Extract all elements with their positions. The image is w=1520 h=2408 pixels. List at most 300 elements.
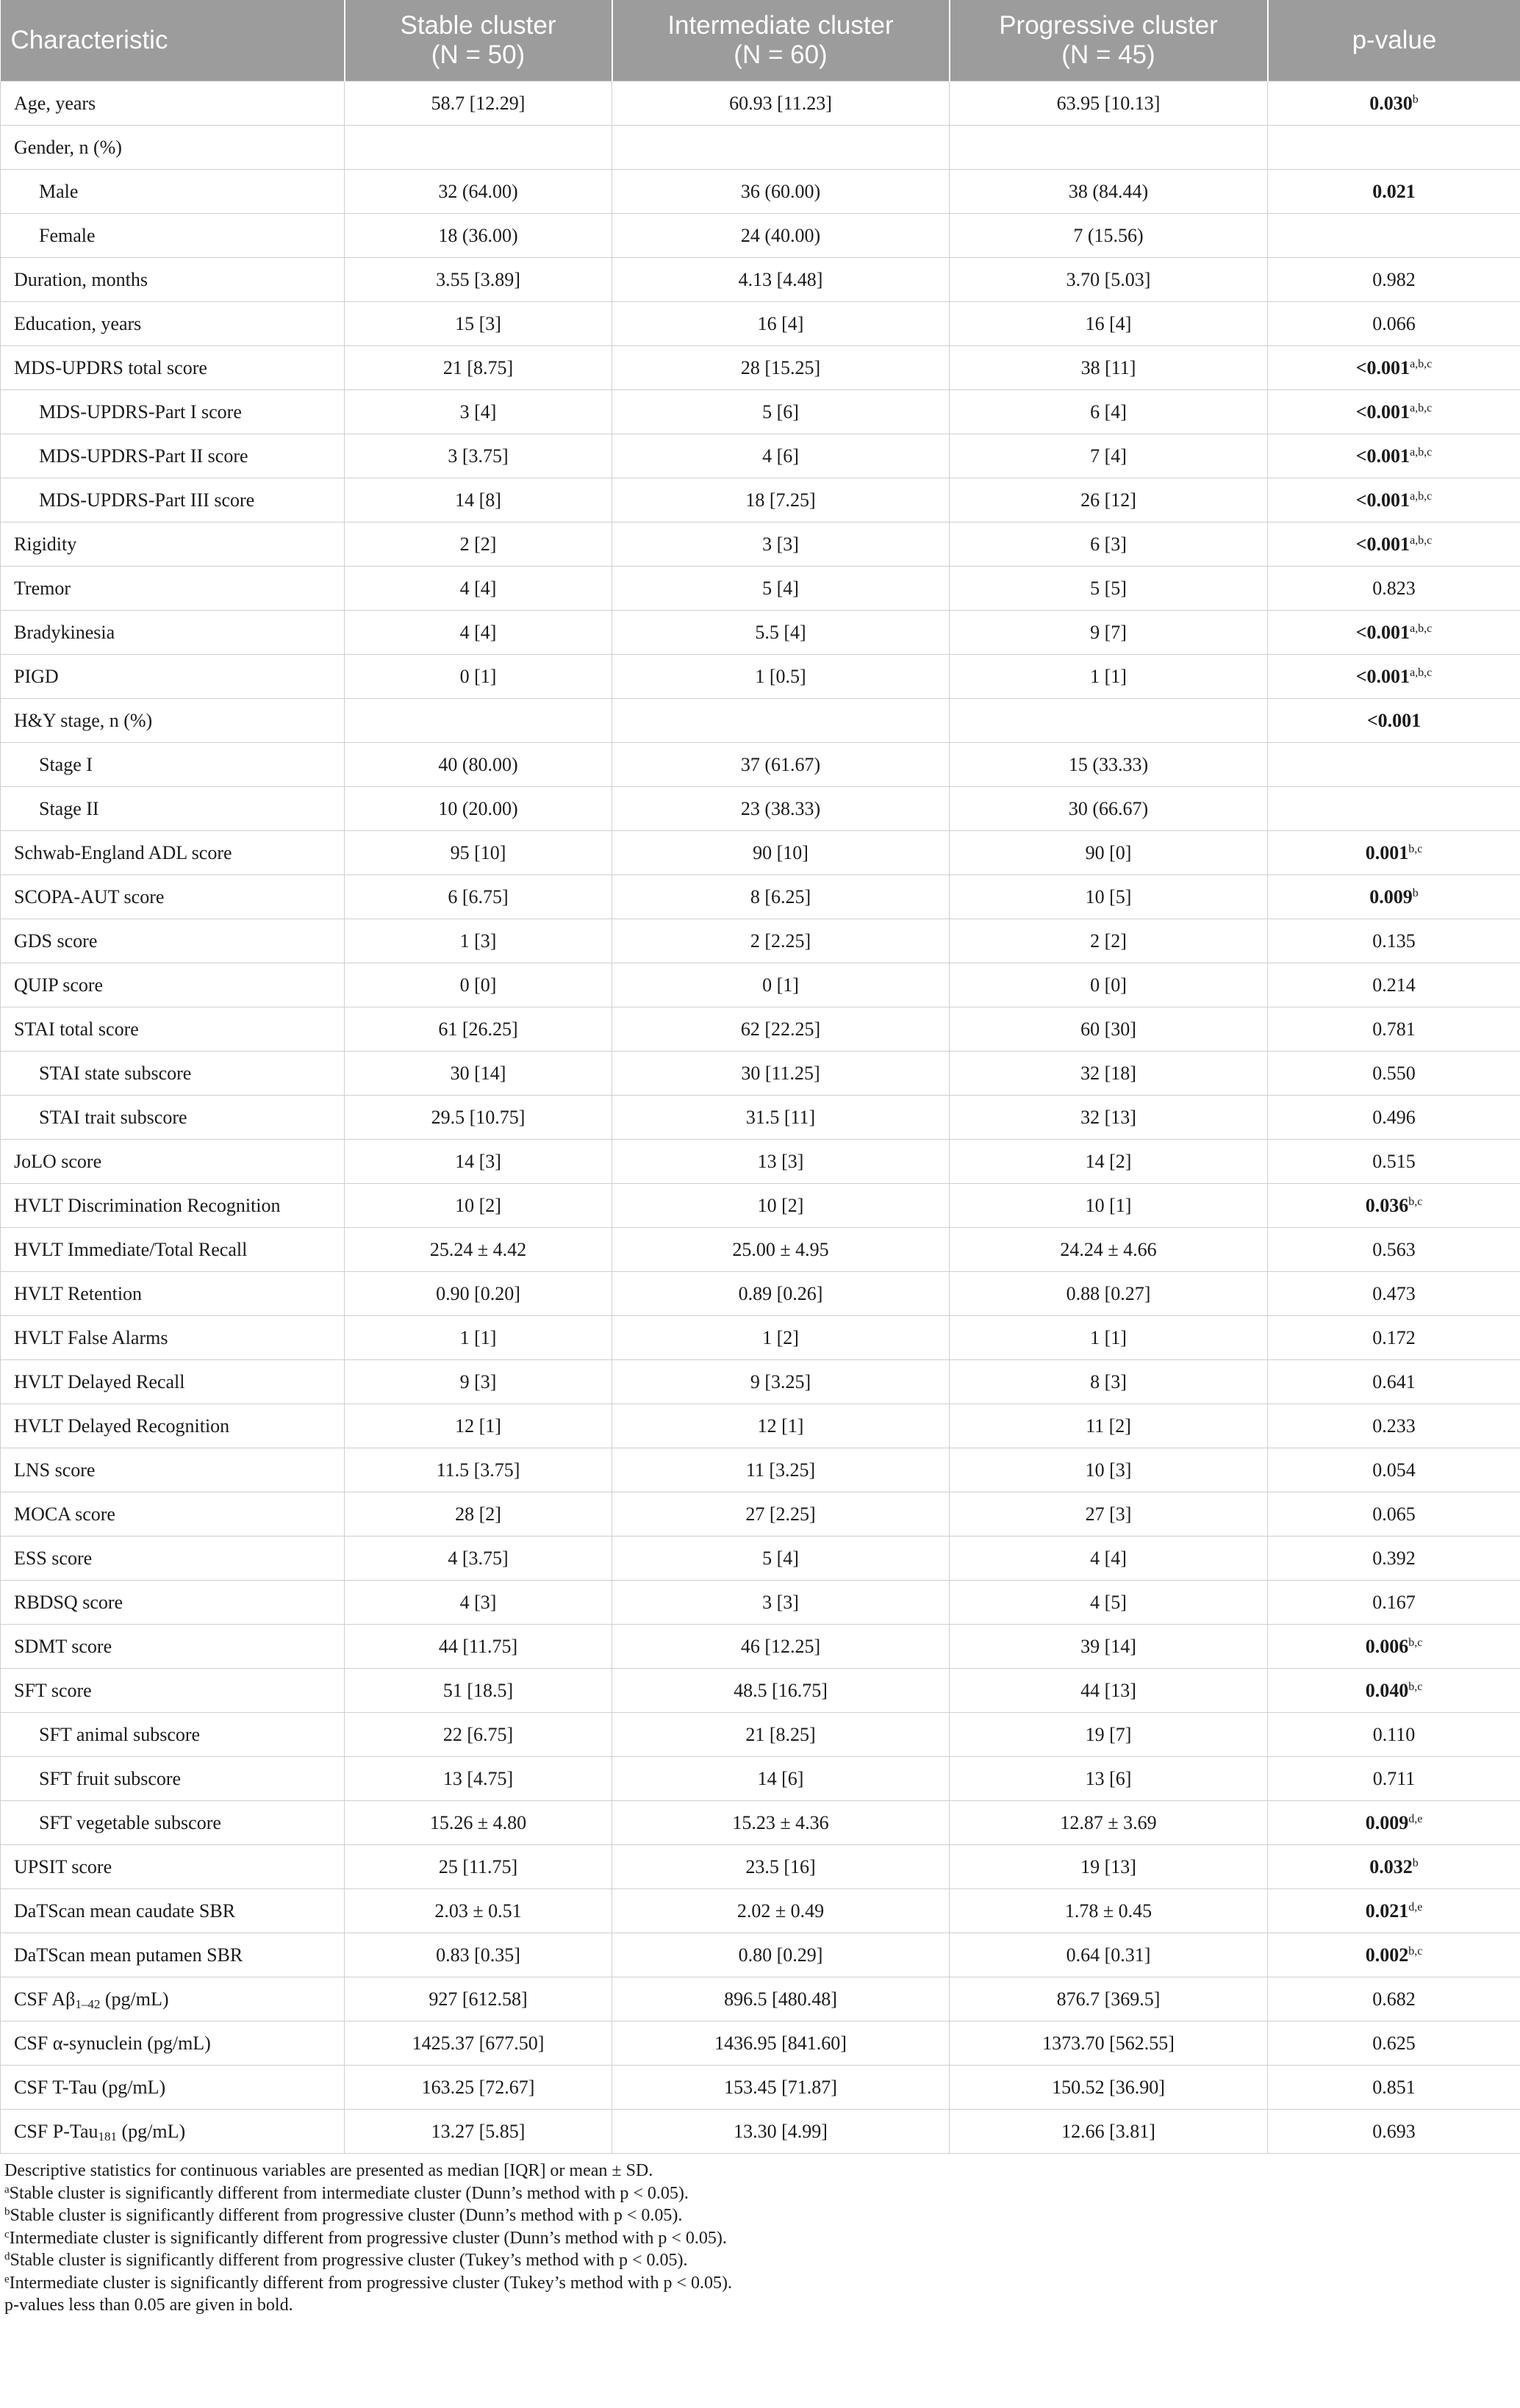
cell-intermediate: 10 [2] <box>612 1184 950 1228</box>
row-label <box>1 2110 345 2154</box>
p-value-footnote-marker: b <box>1412 93 1419 106</box>
cell-p-value <box>1268 214 1520 258</box>
cell-p-value <box>1268 919 1520 963</box>
p-value-text: 0.550 <box>1372 1062 1416 1084</box>
cell-stable: 51 [18.5] <box>345 1669 612 1713</box>
row-label <box>1 1316 345 1360</box>
cell-stable: 12 [1] <box>345 1404 612 1448</box>
cell-stable: 13 [4.75] <box>345 1757 612 1801</box>
p-value-footnote-marker: b <box>1412 886 1419 899</box>
cell-p-value <box>1268 478 1520 522</box>
table-row <box>1 963 1520 1007</box>
cell-progressive: 7 (15.56) <box>950 214 1268 258</box>
cell-p-value <box>1268 302 1520 346</box>
cell-progressive: 39 [14] <box>950 1625 1268 1669</box>
table-row <box>1 478 1520 522</box>
cell-intermediate: 48.5 [16.75] <box>612 1669 950 1713</box>
cell-progressive: 19 [7] <box>950 1713 1268 1757</box>
row-label-unit: (pg/mL) <box>117 2120 186 2142</box>
row-label <box>1 1360 345 1404</box>
cell-stable: 44 [11.75] <box>345 1625 612 1669</box>
header-stable-cluster <box>345 0 612 82</box>
cell-intermediate: 5 [4] <box>612 1537 950 1581</box>
table-row <box>1 567 1520 611</box>
row-label-text: Stage I <box>39 753 93 775</box>
row-label <box>1 258 345 302</box>
cell-intermediate: 18 [7.25] <box>612 478 950 522</box>
cell-progressive: 8 [3] <box>950 1360 1268 1404</box>
cell-progressive: 38 [11] <box>950 346 1268 390</box>
cell-stable: 10 (20.00) <box>345 787 612 831</box>
cell-p-value <box>1268 434 1520 478</box>
p-value-footnote-marker: b,c <box>1408 1680 1423 1693</box>
cell-p-value <box>1268 2110 1520 2154</box>
table-row <box>1 390 1520 434</box>
row-label <box>1 2021 345 2066</box>
header-p-value: p-value <box>1268 0 1520 82</box>
p-value-text: 0.001 <box>1365 841 1409 863</box>
cell-p-value <box>1268 831 1520 875</box>
cell-intermediate: 0.80 [0.29] <box>612 1933 950 1977</box>
cell-progressive: 876.7 [369.5] <box>950 1977 1268 2021</box>
footnote-marker: c <box>4 2228 10 2240</box>
cell-intermediate: 90 [10] <box>612 831 950 875</box>
row-label <box>1 787 345 831</box>
table-row <box>1 346 1520 390</box>
row-label <box>1 1404 345 1448</box>
stable-label: Stable cluster <box>400 11 556 40</box>
cell-stable: 29.5 [10.75] <box>345 1096 612 1140</box>
table-row <box>1 1272 1520 1316</box>
cell-intermediate: 9 [3.25] <box>612 1360 950 1404</box>
cell-progressive: 3.70 [5.03] <box>950 258 1268 302</box>
cell-p-value <box>1268 655 1520 699</box>
cell-stable: 21 [8.75] <box>345 346 612 390</box>
p-value-footnote-marker: a,b,c <box>1410 401 1433 414</box>
row-label <box>1 126 345 170</box>
cell-stable: 18 (36.00) <box>345 214 612 258</box>
row-label-text: Rigidity <box>14 533 77 555</box>
table-row <box>1 1052 1520 1096</box>
cell-p-value <box>1268 699 1520 743</box>
row-label-text: DaTScan mean caudate SBR <box>14 1900 236 1922</box>
cell-progressive: 19 [13] <box>950 1845 1268 1889</box>
cell-stable: 0.83 [0.35] <box>345 1933 612 1977</box>
cell-intermediate: 1 [0.5] <box>612 655 950 699</box>
cell-progressive: 1373.70 [562.55] <box>950 2021 1268 2066</box>
cell-progressive: 63.95 [10.13] <box>950 82 1268 126</box>
cell-p-value <box>1268 126 1520 170</box>
cell-intermediate: 25.00 ± 4.95 <box>612 1228 950 1272</box>
cell-stable: 10 [2] <box>345 1184 612 1228</box>
row-label-text: HVLT Retention <box>14 1282 143 1304</box>
table-row <box>1 82 1520 126</box>
table-row <box>1 1713 1520 1757</box>
table-row <box>1 2066 1520 2110</box>
cell-stable: 4 [4] <box>345 611 612 655</box>
row-label <box>1 1713 345 1757</box>
cell-progressive: 150.52 [36.90] <box>950 2066 1268 2110</box>
p-value-text: 0.021 <box>1365 1900 1409 1922</box>
cell-stable: 3 [4] <box>345 390 612 434</box>
cell-p-value <box>1268 567 1520 611</box>
cell-stable: 28 [2] <box>345 1492 612 1537</box>
cell-progressive: 44 [13] <box>950 1669 1268 1713</box>
cell-stable: 2 [2] <box>345 522 612 567</box>
table-row <box>1 655 1520 699</box>
row-label-text: HVLT False Alarms <box>14 1326 168 1348</box>
cell-p-value <box>1268 1669 1520 1713</box>
footnote-text: Stable cluster is significantly different from progressive cluster (Tukey’s method with p < 0.05). <box>10 2251 688 2270</box>
cell-progressive: 6 [4] <box>950 390 1268 434</box>
table-row <box>1 743 1520 787</box>
cell-p-value <box>1268 963 1520 1007</box>
cell-progressive: 10 [1] <box>950 1184 1268 1228</box>
row-label-text: PIGD <box>14 665 59 687</box>
table-row <box>1 214 1520 258</box>
p-value-footnote-marker: a,b,c <box>1410 357 1433 370</box>
table-row <box>1 1933 1520 1977</box>
footnote-marker: d <box>4 2251 10 2263</box>
cell-intermediate <box>612 126 950 170</box>
row-label-text: H&Y stage, n (%) <box>14 709 153 731</box>
row-label-text: HVLT Delayed Recognition <box>14 1415 230 1437</box>
cell-p-value <box>1268 1228 1520 1272</box>
cell-intermediate: 896.5 [480.48] <box>612 1977 950 2021</box>
footnote-text: Stable cluster is significantly different from intermediate cluster (Dunn’s method with p < 0.05). <box>9 2183 689 2203</box>
row-label-subscript: 1–42 <box>75 1997 101 2011</box>
cell-stable: 9 [3] <box>345 1360 612 1404</box>
cell-progressive: 60 [30] <box>950 1007 1268 1052</box>
row-label <box>1 1801 345 1845</box>
row-label-text: SFT score <box>14 1679 92 1701</box>
cell-progressive: 6 [3] <box>950 522 1268 567</box>
cell-stable <box>345 126 612 170</box>
cell-intermediate: 23.5 [16] <box>612 1845 950 1889</box>
cell-progressive: 0.64 [0.31] <box>950 1933 1268 1977</box>
table-header <box>1 0 1520 82</box>
cell-intermediate: 8 [6.25] <box>612 875 950 919</box>
p-value-text: 0.009 <box>1369 885 1413 908</box>
table-row <box>1 258 1520 302</box>
cell-intermediate: 12 [1] <box>612 1404 950 1448</box>
row-label <box>1 1272 345 1316</box>
row-label-text: JoLO score <box>14 1150 102 1172</box>
footnote <box>4 2182 1516 2205</box>
row-label-text: ESS score <box>14 1547 93 1569</box>
row-label-text: UPSIT score <box>14 1855 112 1877</box>
row-label-text: RBDSQ score <box>14 1591 123 1613</box>
row-label-text: STAI state subscore <box>39 1062 192 1084</box>
table-row <box>1 831 1520 875</box>
cell-stable: 15.26 ± 4.80 <box>345 1801 612 1845</box>
row-label-subscript: 181 <box>98 2129 117 2143</box>
row-label <box>1 522 345 567</box>
cell-p-value <box>1268 743 1520 787</box>
row-label <box>1 831 345 875</box>
cell-progressive: 4 [5] <box>950 1581 1268 1625</box>
cell-progressive: 2 [2] <box>950 919 1268 963</box>
row-label <box>1 1052 345 1096</box>
p-value-footnote-marker: a,b,c <box>1410 445 1433 459</box>
p-value-text: 0.021 <box>1372 180 1416 202</box>
cell-p-value <box>1268 1404 1520 1448</box>
cell-stable: 30 [14] <box>345 1052 612 1096</box>
cell-intermediate: 1436.95 [841.60] <box>612 2021 950 2066</box>
row-label-text: DaTScan mean putamen SBR <box>14 1944 243 1966</box>
intermediate-label: Intermediate cluster <box>667 11 894 40</box>
cell-p-value <box>1268 1492 1520 1537</box>
cell-stable: 3.55 [3.89] <box>345 258 612 302</box>
p-value-text: <0.001 <box>1355 533 1410 555</box>
p-value-text: 0.036 <box>1365 1194 1409 1216</box>
table-row <box>1 2110 1520 2154</box>
table-footnotes <box>0 2154 1520 2317</box>
table-body <box>1 82 1520 2154</box>
row-label <box>1 655 345 699</box>
cell-stable: 163.25 [72.67] <box>345 2066 612 2110</box>
cell-p-value <box>1268 1140 1520 1184</box>
row-label <box>1 2066 345 2110</box>
cell-intermediate: 23 (38.33) <box>612 787 950 831</box>
table-row <box>1 1845 1520 1889</box>
row-label <box>1 1228 345 1272</box>
table-row <box>1 699 1520 743</box>
cell-intermediate: 13 [3] <box>612 1140 950 1184</box>
table-row <box>1 434 1520 478</box>
row-label <box>1 611 345 655</box>
cell-intermediate: 30 [11.25] <box>612 1052 950 1096</box>
p-value-text: 0.006 <box>1365 1635 1409 1657</box>
cell-p-value <box>1268 1316 1520 1360</box>
row-label-text: MDS-UPDRS total score <box>14 356 207 378</box>
cell-intermediate: 60.93 [11.23] <box>612 82 950 126</box>
cell-p-value <box>1268 611 1520 655</box>
table-row <box>1 1492 1520 1537</box>
row-label-text: HVLT Delayed Recall <box>14 1370 185 1392</box>
footnote <box>4 2249 1516 2272</box>
cell-progressive: 14 [2] <box>950 1140 1268 1184</box>
cell-p-value <box>1268 1801 1520 1845</box>
cell-intermediate <box>612 699 950 743</box>
footnote-text: p-values less than 0.05 are given in bold. <box>4 2296 293 2315</box>
footnote <box>4 2294 1516 2317</box>
p-value-footnote-marker: a,b,c <box>1410 533 1433 547</box>
row-label-text: Female <box>39 224 96 246</box>
cell-progressive: 5 [5] <box>950 567 1268 611</box>
cell-progressive: 1 [1] <box>950 1316 1268 1360</box>
p-value-text: <0.001 <box>1355 356 1410 378</box>
cell-progressive: 11 [2] <box>950 1404 1268 1448</box>
cell-p-value <box>1268 1757 1520 1801</box>
row-label-text: SFT animal subscore <box>39 1723 201 1745</box>
cell-p-value <box>1268 258 1520 302</box>
cell-stable: 1 [3] <box>345 919 612 963</box>
cell-p-value <box>1268 1933 1520 1977</box>
row-label-text: MDS-UPDRS-Part III score <box>39 489 255 511</box>
row-label <box>1 699 345 743</box>
header-intermediate-cluster <box>612 0 950 82</box>
cell-intermediate: 28 [15.25] <box>612 346 950 390</box>
cell-intermediate: 0 [1] <box>612 963 950 1007</box>
p-value-text: 0.781 <box>1372 1018 1416 1040</box>
cell-intermediate: 153.45 [71.87] <box>612 2066 950 2110</box>
row-label-text: Gender, n (%) <box>14 136 122 158</box>
row-label-text: LNS score <box>14 1459 96 1481</box>
p-value-text: 0.682 <box>1372 1988 1416 2010</box>
row-label-text: HVLT Discrimination Recognition <box>14 1194 281 1216</box>
p-value-text: 0.030 <box>1369 92 1413 114</box>
cell-p-value <box>1268 390 1520 434</box>
row-label-text: STAI total score <box>14 1018 139 1040</box>
row-label <box>1 302 345 346</box>
table-row <box>1 522 1520 567</box>
row-label-text: Bradykinesia <box>14 621 115 643</box>
cell-intermediate: 4 [6] <box>612 434 950 478</box>
row-label <box>1 1096 345 1140</box>
row-label-text: SCOPA-AUT score <box>14 885 165 908</box>
cell-stable: 0.90 [0.20] <box>345 1272 612 1316</box>
cell-p-value <box>1268 1096 1520 1140</box>
table-row <box>1 1801 1520 1845</box>
p-value-text: 0.032 <box>1369 1855 1413 1877</box>
cell-stable: 4 [3] <box>345 1581 612 1625</box>
cell-progressive <box>950 699 1268 743</box>
p-value-text: 0.002 <box>1365 1944 1409 1966</box>
p-value-text: 0.172 <box>1372 1326 1416 1348</box>
cell-progressive: 32 [18] <box>950 1052 1268 1096</box>
cell-progressive: 15 (33.33) <box>950 743 1268 787</box>
row-label-text: Male <box>39 180 79 202</box>
table-row <box>1 1977 1520 2021</box>
table-row <box>1 919 1520 963</box>
row-label <box>1 1889 345 1933</box>
cell-stable: 0 [0] <box>345 963 612 1007</box>
row-label-text: Education, years <box>14 312 142 334</box>
cell-intermediate: 3 [3] <box>612 522 950 567</box>
cell-p-value <box>1268 1889 1520 1933</box>
cell-stable: 2.03 ± 0.51 <box>345 1889 612 1933</box>
p-value-text: <0.001 <box>1355 621 1410 643</box>
row-label <box>1 478 345 522</box>
p-value-text: 0.040 <box>1365 1679 1409 1701</box>
table-row <box>1 1228 1520 1272</box>
p-value-text: 0.496 <box>1372 1106 1416 1128</box>
cell-intermediate: 2.02 ± 0.49 <box>612 1889 950 1933</box>
cell-progressive: 1 [1] <box>950 655 1268 699</box>
row-label-text: MDS-UPDRS-Part I score <box>39 400 242 423</box>
table-row <box>1 1404 1520 1448</box>
row-label <box>1 1977 345 2021</box>
row-label-text: Tremor <box>14 577 71 599</box>
footnote-marker: a <box>4 2183 10 2196</box>
table-row <box>1 2021 1520 2066</box>
header-characteristic: Characteristic <box>1 0 345 82</box>
cell-p-value <box>1268 1052 1520 1096</box>
cell-stable <box>345 699 612 743</box>
cell-stable: 927 [612.58] <box>345 1977 612 2021</box>
p-value-text: 0.009 <box>1365 1811 1409 1833</box>
p-value-footnote-marker: b,c <box>1408 1195 1423 1208</box>
cell-progressive: 13 [6] <box>950 1757 1268 1801</box>
cell-progressive: 24.24 ± 4.66 <box>950 1228 1268 1272</box>
cell-intermediate: 27 [2.25] <box>612 1492 950 1537</box>
cell-progressive: 1.78 ± 0.45 <box>950 1889 1268 1933</box>
header-row <box>1 0 1520 82</box>
p-value-text: 0.693 <box>1372 2120 1416 2142</box>
row-label <box>1 1845 345 1889</box>
row-label <box>1 875 345 919</box>
row-label <box>1 1448 345 1492</box>
p-value-footnote-marker: a,b,c <box>1410 489 1433 503</box>
row-label-text: MOCA score <box>14 1503 115 1525</box>
cell-progressive: 4 [4] <box>950 1537 1268 1581</box>
cell-intermediate: 31.5 [11] <box>612 1096 950 1140</box>
cell-progressive: 90 [0] <box>950 831 1268 875</box>
progressive-n: (N = 45) <box>1061 40 1155 69</box>
footnote-text: Descriptive statistics for continuous variables are presented as median [IQR] or mean ± SD. <box>4 2161 653 2180</box>
row-label <box>1 1933 345 1977</box>
row-label <box>1 1757 345 1801</box>
row-label <box>1 82 345 126</box>
p-value-text: <0.001 <box>1355 665 1410 687</box>
cell-stable: 58.7 [12.29] <box>345 82 612 126</box>
cell-intermediate: 5 [6] <box>612 390 950 434</box>
cell-progressive: 16 [4] <box>950 302 1268 346</box>
cell-stable: 25.24 ± 4.42 <box>345 1228 612 1272</box>
p-value-text: 0.065 <box>1372 1503 1416 1525</box>
p-value-footnote-marker: a,b,c <box>1410 622 1433 635</box>
cell-intermediate: 62 [22.25] <box>612 1007 950 1052</box>
cell-stable: 4 [3.75] <box>345 1537 612 1581</box>
progressive-label: Progressive cluster <box>999 11 1218 40</box>
cell-p-value <box>1268 2066 1520 2110</box>
cell-p-value <box>1268 346 1520 390</box>
row-label-text: SFT fruit subscore <box>39 1767 182 1789</box>
cell-intermediate: 5 [4] <box>612 567 950 611</box>
row-label-text: Duration, months <box>14 268 148 290</box>
cell-stable: 14 [3] <box>345 1140 612 1184</box>
row-label <box>1 567 345 611</box>
row-label <box>1 963 345 1007</box>
cell-progressive: 38 (84.44) <box>950 170 1268 214</box>
cell-p-value <box>1268 522 1520 567</box>
row-label-text: STAI trait subscore <box>39 1106 187 1128</box>
row-label <box>1 919 345 963</box>
row-label-text: CSF T-Tau (pg/mL) <box>14 2076 166 2098</box>
table-row <box>1 1669 1520 1713</box>
p-value-footnote-marker: b,c <box>1408 1944 1423 1958</box>
table-row <box>1 170 1520 214</box>
p-value-footnote-marker: b,c <box>1408 1636 1423 1649</box>
p-value-text: 0.982 <box>1372 268 1416 290</box>
footnote <box>4 2160 1516 2182</box>
cell-stable: 32 (64.00) <box>345 170 612 214</box>
row-label <box>1 1184 345 1228</box>
row-label-text: Schwab-England ADL score <box>14 841 232 863</box>
cell-progressive: 12.66 [3.81] <box>950 2110 1268 2154</box>
row-label-unit: (pg/mL) <box>100 1988 169 2010</box>
row-label <box>1 1581 345 1625</box>
cell-progressive: 27 [3] <box>950 1492 1268 1537</box>
cell-stable: 4 [4] <box>345 567 612 611</box>
cell-progressive: 32 [13] <box>950 1096 1268 1140</box>
row-label-text: SDMT score <box>14 1635 112 1657</box>
row-label-text: QUIP score <box>14 974 104 996</box>
cell-stable: 14 [8] <box>345 478 612 522</box>
cell-progressive: 26 [12] <box>950 478 1268 522</box>
cell-stable: 40 (80.00) <box>345 743 612 787</box>
